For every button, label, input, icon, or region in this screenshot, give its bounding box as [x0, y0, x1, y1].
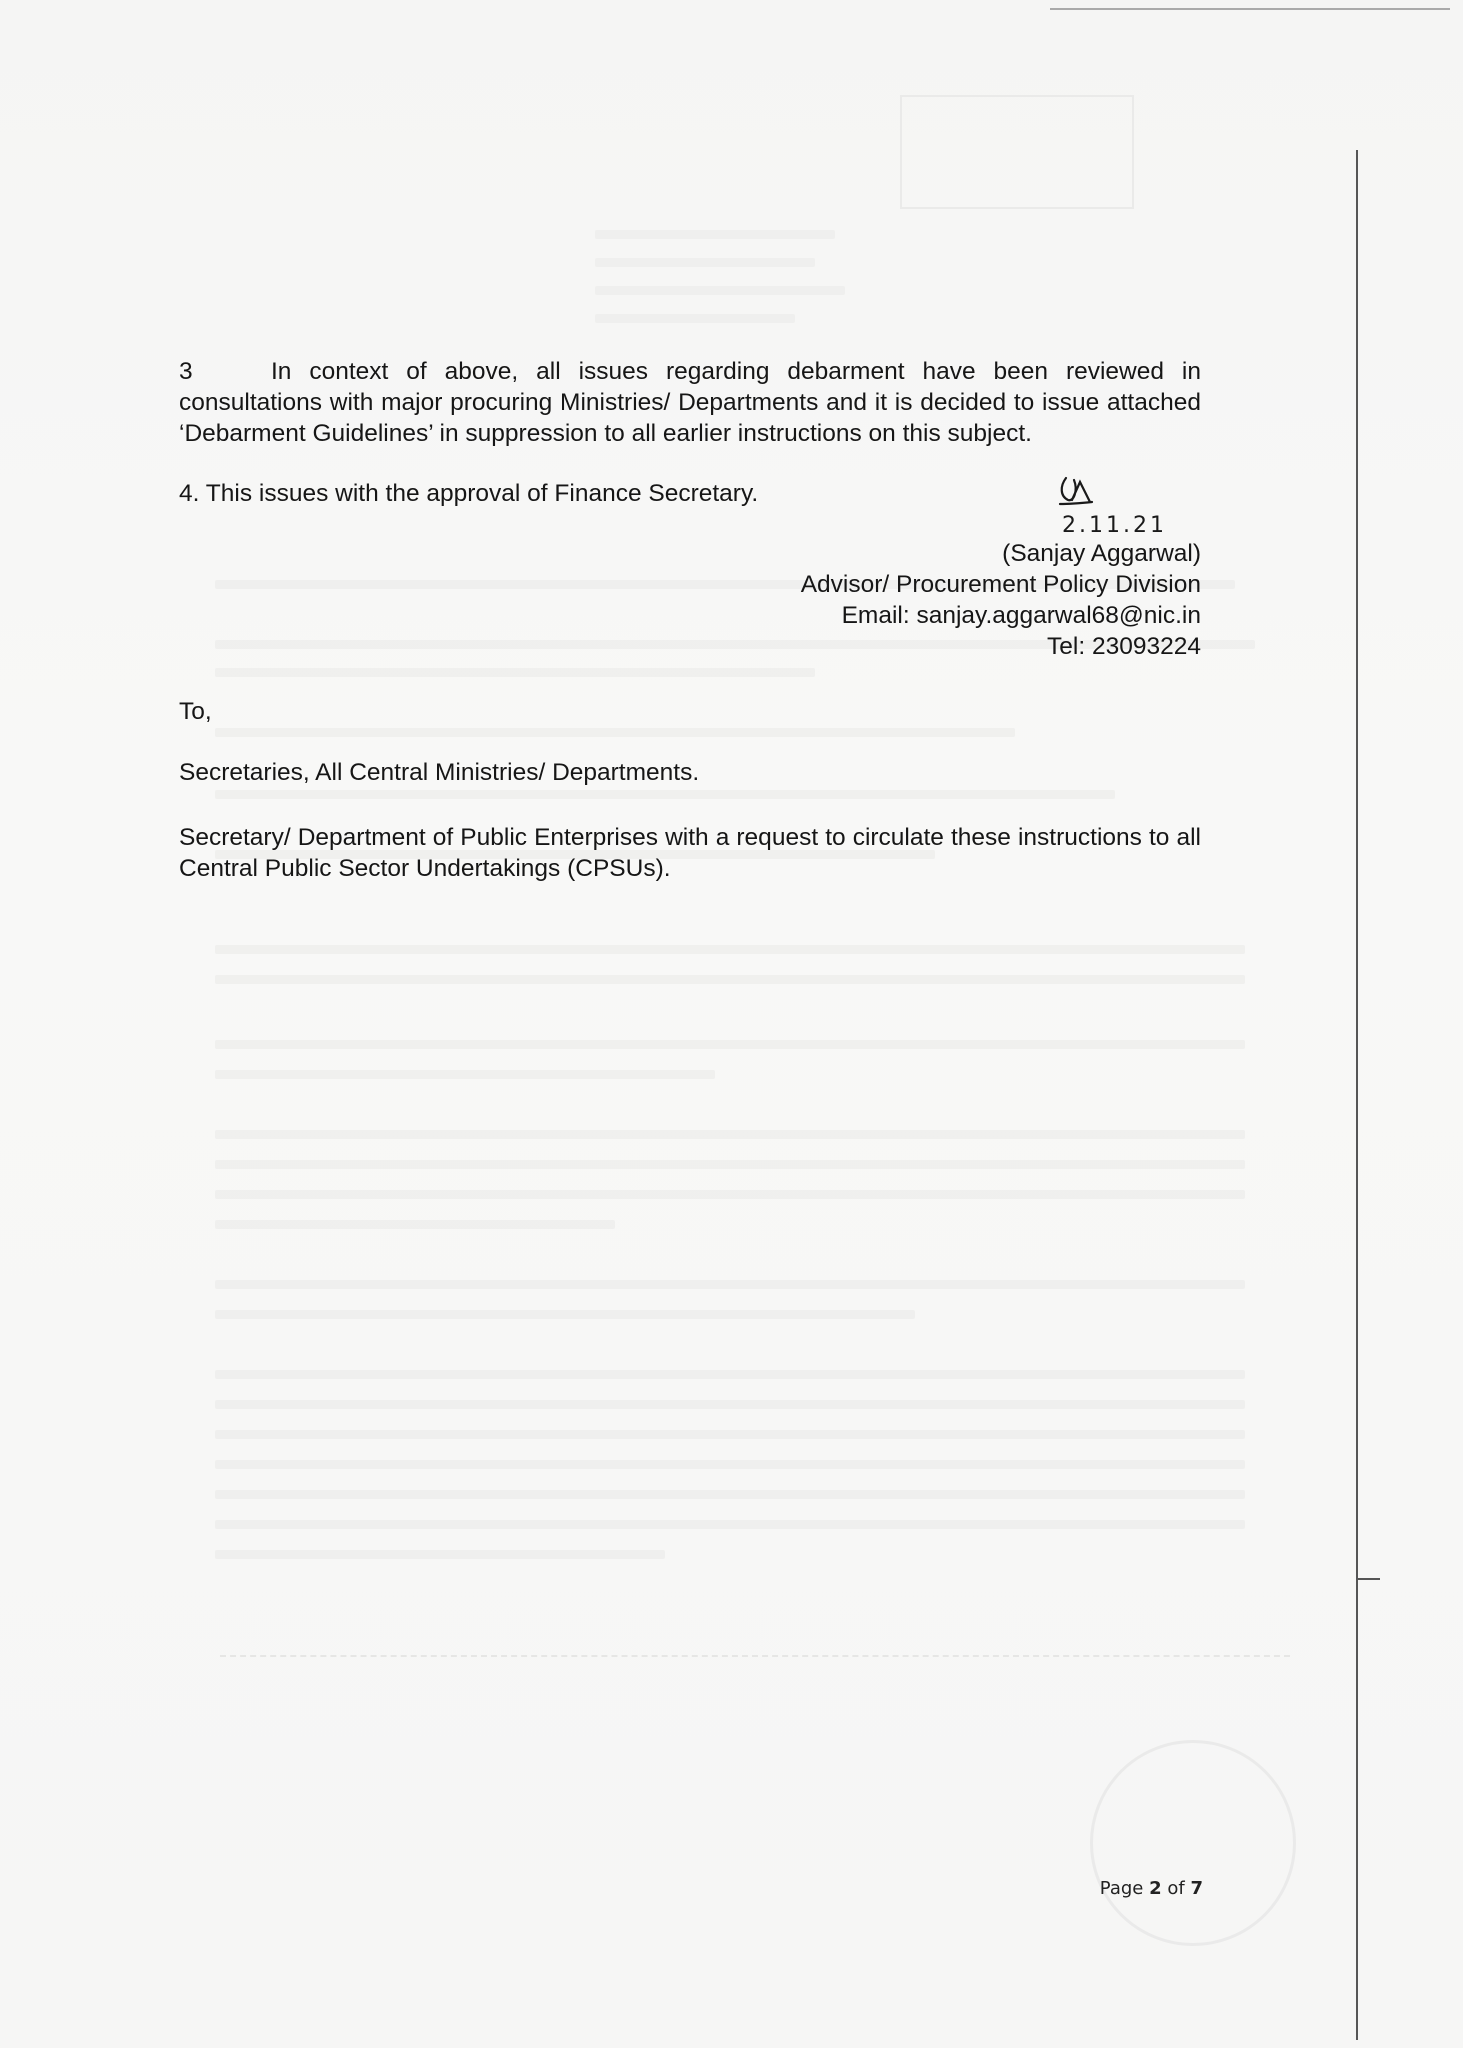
bleed-through-dotted-line — [220, 1655, 1290, 1657]
bleed-through-text — [215, 1040, 1245, 1049]
to-label: To, — [179, 698, 212, 725]
bleed-through-text — [215, 1280, 1245, 1289]
bleed-through-text — [215, 1370, 1245, 1379]
recipient-item: Secretaries, All Central Ministries/ Departments. — [179, 759, 700, 786]
page-number-of: of — [1167, 1878, 1185, 1899]
page-number — [1020, 1878, 1203, 1899]
signatory-email: Email: sanjay.aggarwal68@nic.in — [841, 602, 1201, 629]
bleed-through-text — [215, 668, 815, 677]
bleed-through-stamp — [900, 95, 1134, 209]
recipient-item: Secretary/ Department of Public Enterprises with a request to circulate these instructions to all Central Public Sector Undertakings (CPSUs). — [179, 824, 1201, 882]
bleed-through-text — [215, 1070, 715, 1079]
bleed-through-text — [215, 975, 1245, 984]
bleed-through-text — [215, 1220, 615, 1229]
scan-edge-mark — [1358, 1578, 1380, 1580]
page-number-prefix: Page — [1099, 1878, 1144, 1899]
bleed-through-text — [215, 1310, 915, 1319]
bleed-through-text — [215, 1490, 1245, 1499]
page-number-current: 2 — [1149, 1878, 1162, 1899]
bleed-through-text — [215, 1130, 1245, 1139]
paragraph-number: 3 — [179, 358, 193, 385]
bleed-through-text — [215, 945, 1245, 954]
bleed-through-text — [215, 1460, 1245, 1469]
bleed-through-text — [215, 790, 1115, 799]
handwritten-signature — [1050, 470, 1210, 538]
page-number-total: 7 — [1190, 1878, 1203, 1899]
bleed-through-text — [215, 728, 1015, 737]
bleed-through-text — [595, 258, 815, 267]
signatory-name: (Sanjay Aggarwal) — [1002, 540, 1201, 567]
bleed-through-text — [595, 230, 835, 239]
bleed-through-text — [215, 1520, 1245, 1529]
signatory-designation: Advisor/ Procurement Policy Division — [800, 571, 1201, 598]
bleed-through-seal — [1090, 1740, 1296, 1946]
bleed-through-text — [215, 1160, 1245, 1169]
bleed-through-text — [215, 1400, 1245, 1409]
signature-date: 2.11.21 — [1062, 513, 1167, 538]
scan-edge-top — [1050, 8, 1450, 10]
bleed-through-text — [595, 314, 795, 323]
paragraph-3 — [179, 356, 1201, 449]
bleed-through-text — [215, 1190, 1245, 1199]
bleed-through-text — [215, 1550, 665, 1559]
scan-edge-right — [1356, 150, 1358, 2040]
paragraph-3-text: In context of above, all issues regarding debarment have been reviewed in consultations with major procuring Ministries/ Departments and it is decided to issue attached ‘Debarment Guidelines’ in suppression to all earlier instructions on this subject. — [179, 358, 1201, 447]
paragraph-4: 4. This issues with the approval of Finance Secretary. — [179, 480, 759, 507]
signatory-tel: Tel: 23093224 — [1047, 633, 1201, 660]
bleed-through-text — [595, 286, 845, 295]
bleed-through-text — [215, 1430, 1245, 1439]
signatory-block — [700, 538, 1201, 662]
